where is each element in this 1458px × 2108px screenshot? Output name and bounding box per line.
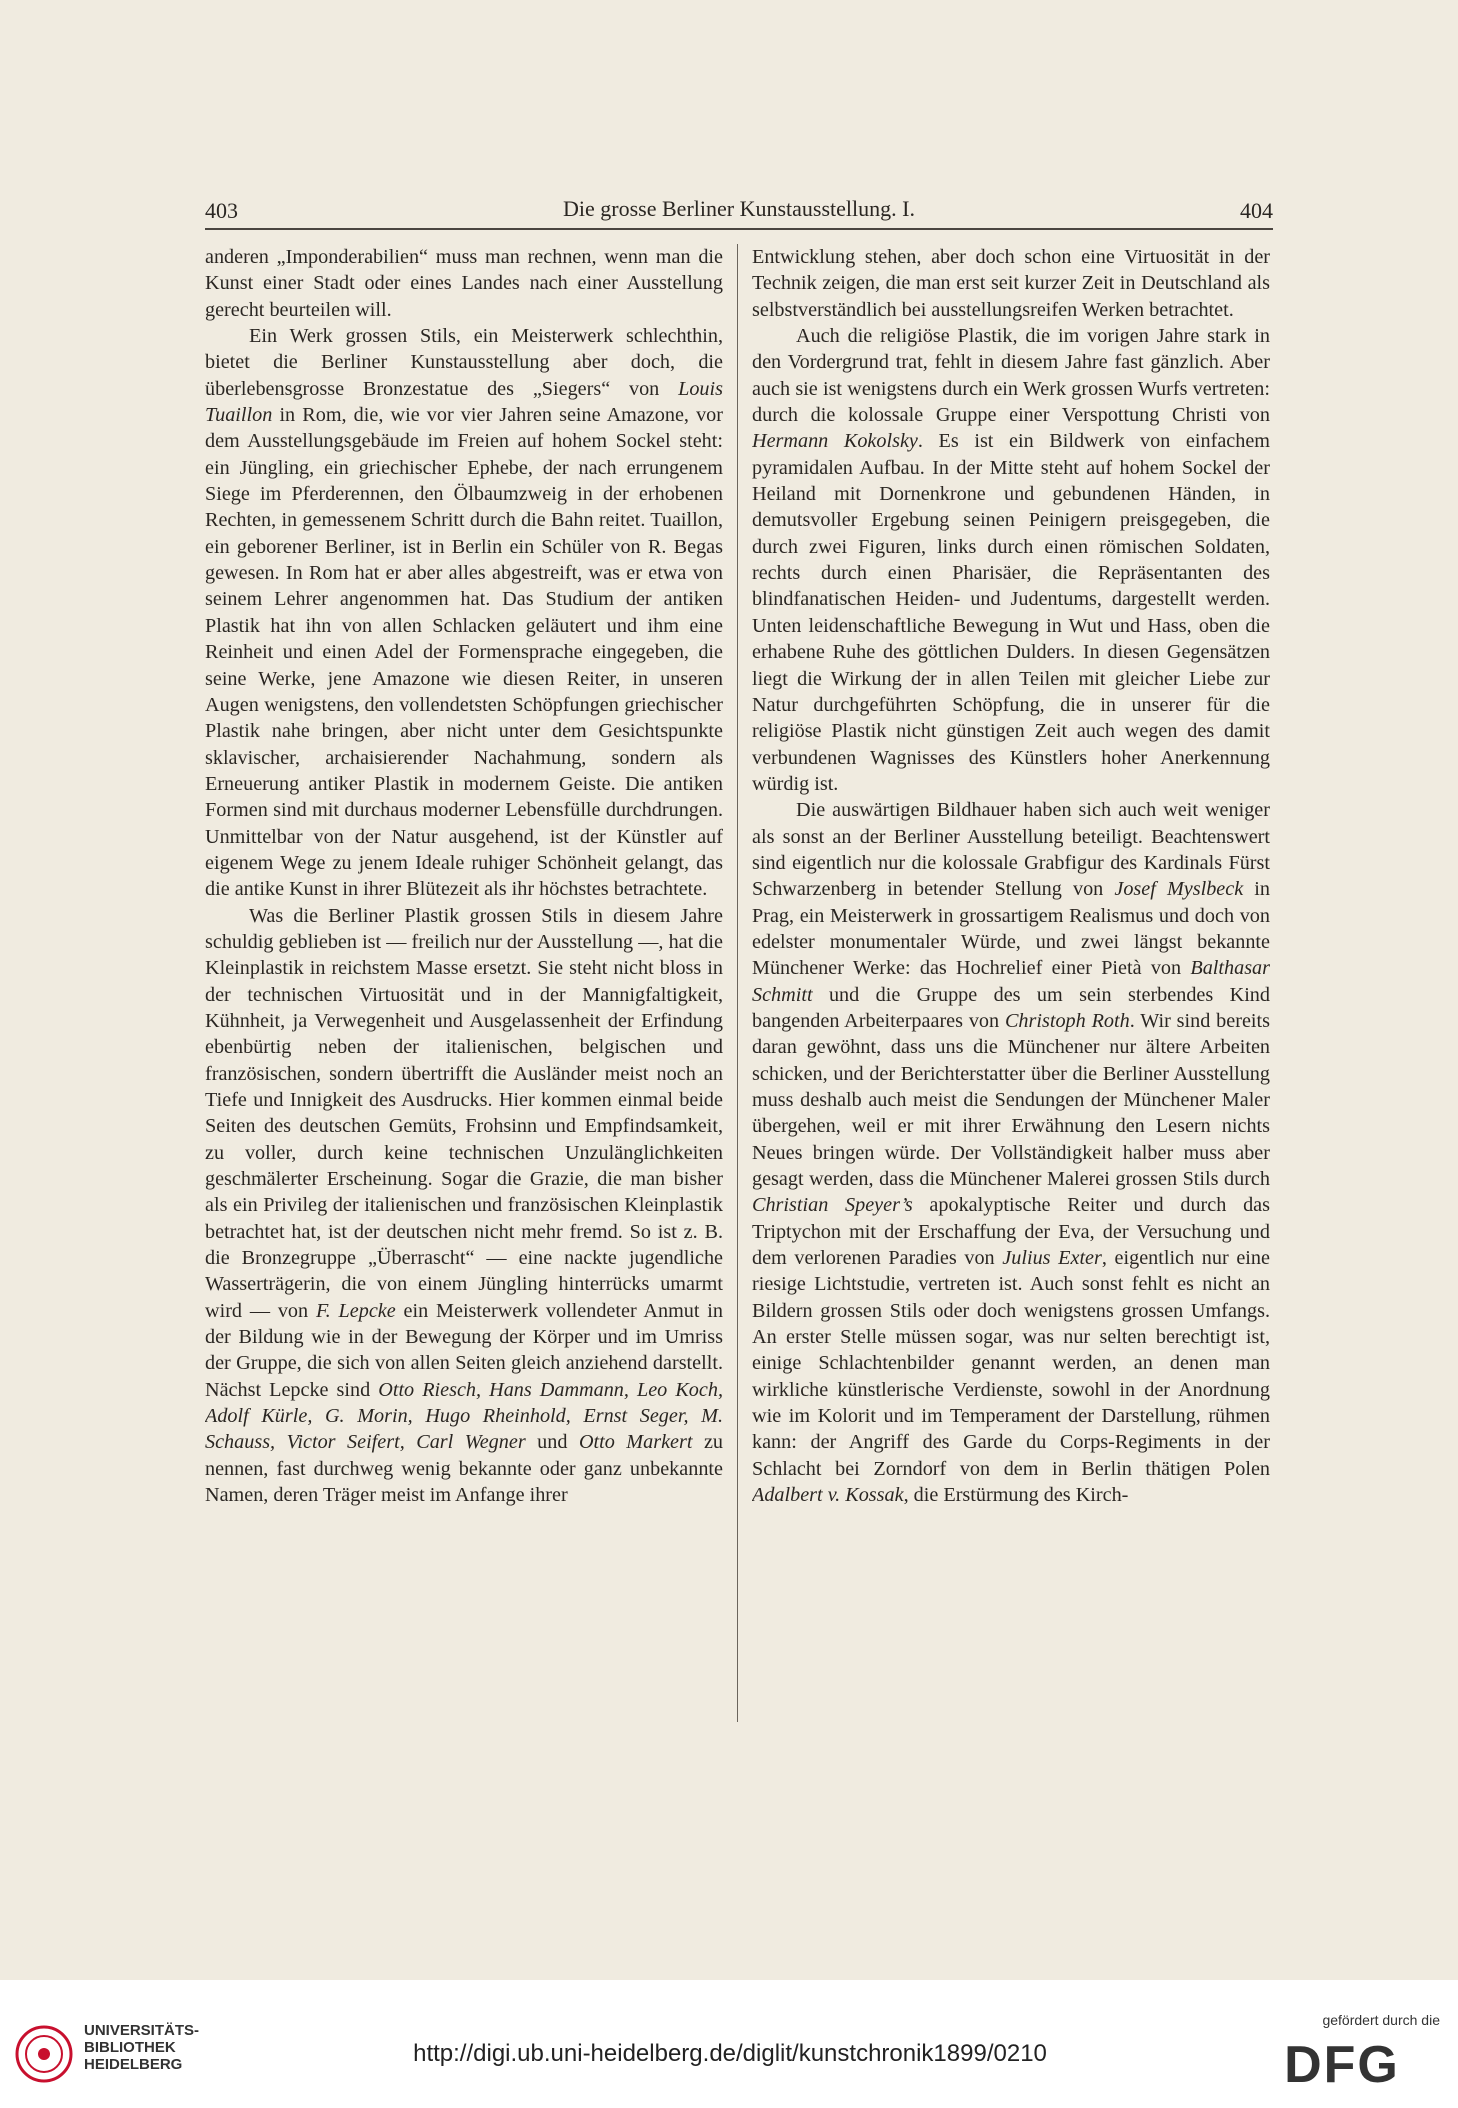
text-run: . Es ist ein Bildwerk von einfachem pyramidalen Aufbau. In der Mitte steht auf hohem Sockel der Heiland mit Dornenkrone und gebundenen Händen, in demutsvoller Ergebung seinen Peinigern preisgegeben, die durch zwei Figuren, links durch einen römischen Soldaten, rechts durch einen Pharisäer, die Repräsentanten des blindfanatischen Heiden- und Judentums, dargestellt werden. Unten leidenschaftliche Bewegung in Wut und Hass, oben die erhabene Ruhe des göttlichen Dulders. In diesen Gegensätzen liegt die Wirkung der in allen Teilen mit gleicher Liebe zur Natur durchgeführten Schöpfung, die in unserer für die religiöse Plastik nicht günstigen Zeit auch wegen des damit verbundenen Wagnisses des Künstlers hoher Anerkennung würdig ist. — [752, 430, 1270, 795]
italic-name: Otto Riesch, Hans Dammann, Leo Koch, Adolf Kürle, G. Morin, Hugo Rheinhold, Ernst Seger, M. Schauss, Victor Seifert, Carl Wegner — [205, 1378, 723, 1454]
paragraph — [752, 244, 1270, 323]
italic-name: Louis Tuaillon — [205, 377, 723, 427]
text-run: Was die Berliner Plastik grossen Stils in diesem Jahre schuldig geblieben ist — freilich nur der Ausstellung —, hat die Kleinplastik in reichstem Masse ersetzt. Sie steht nicht bloss in der technischen Virtuosität und in der Mannigfaltigkeit, Kühnheit, ja Verwegenheit und Ausgelassenheit der Erfindung ebenbürtig neben der italienischen, belgischen und französischen, sondern übertrifft die Ausländer meist noch an Tiefe und Innigkeit des Ausdrucks. Hier kommen einmal beide Seiten des deutschen Gemüts, Frohsinn und Empfindsamkeit, zu voller, durch keine technischen Unzulänglichkeiten geschmälerter Erscheinung. Sogar die Grazie, die man bisher als ein Privileg der italienischen und französischen Kleinplastik betrachtet hat, ist der deutschen nicht mehr fremd. So ist z. B. die Bronzegruppe „Überrascht“ — eine nackte jugendliche Wasserträgerin, die von einem Jüngling hinterrücks umarmt wird — von — [205, 904, 723, 1322]
text-run: Entwicklung stehen, aber doch schon eine Virtuosität in der Technik zeigen, die man erst seit kurzer Zeit in Deutschland als selbstverständlich bei ausstellungsreifen Werken betrachtet. — [752, 246, 1270, 321]
institution-line: BIBLIOTHEK — [84, 2039, 176, 2056]
italic-name: F. Lepcke — [315, 1299, 396, 1322]
italic-name: Balthasar Schmitt — [752, 957, 1270, 1006]
text-run: Auch die religiöse Plastik, die im vorigen Jahre stark in den Vordergrund trat, fehlt in diesem Jahre fast gänzlich. Aber auch sie ist wenigstens durch ein Werk grossen Wurfs vertreten: durch die kolossale Gruppe einer Verspottung Christi von — [752, 325, 1270, 427]
text-run: und — [525, 1431, 579, 1454]
text-run: , die Erstürmung des Kirch- — [903, 1484, 1129, 1507]
dfg-logo[interactable] — [1242, 2038, 1442, 2088]
left-column — [205, 244, 723, 1724]
paragraph — [205, 903, 723, 1509]
paragraph — [752, 797, 1270, 1508]
text-run: und die Gruppe des um sein sterbendes Kind bangenden Arbeiterpaares von — [752, 983, 1270, 1032]
right-column — [752, 244, 1270, 1724]
sponsor-logo-text: DFG — [1284, 2038, 1400, 2088]
text-run: Ein Werk grossen Stils, ein Meisterwerk schlechthin, bietet die Berliner Kunstausstellung aber doch, die überlebensgrosse Bronzestatue des „Siegers“ von — [205, 325, 723, 400]
page-number-right: 404 — [1240, 198, 1273, 223]
italic-name: Julius Exter — [1002, 1247, 1102, 1270]
italic-name: Christian Speyer’s — [752, 1194, 913, 1217]
italic-name: Otto Markert — [578, 1431, 693, 1454]
text-run: Die auswärtigen Bildhauer haben sich auch weit weniger als sonst an der Berliner Ausstellung beteiligt. Beachtenswert sind eigentlich nur die kolossale Grabfigur des Kardinals Fürst Schwarzenberg in betender Stellung von — [752, 799, 1270, 901]
page-header — [205, 192, 1273, 230]
text-run: anderen „Imponderabilien“ muss man rechnen, wenn man die Kunst einer Stadt oder eines Landes nach einer Ausstellung gerecht beurteilen will. — [205, 246, 723, 321]
permalink-url[interactable]: http://digi.ub.uni-heidelberg.de/diglit/kunstchronik1899/0210 — [413, 2040, 1047, 2067]
italic-name: Adalbert v. Kossak — [752, 1484, 904, 1507]
text-run: zu nennen, fast durchweg wenig bekannte oder ganz unbekannte Namen, deren Träger meist im Anfange ihrer — [205, 1431, 723, 1507]
institution-line: UNIVERSITÄTS- — [84, 2022, 200, 2039]
text-run: ein Meisterwerk vollendeter Anmut in der Bildung wie in der Bewegung der Körper und im Umriss der Gruppe, die sich von allen Seiten gleich anziehend darstellt. Nächst Lepcke sind — [205, 1299, 723, 1401]
text-run: . Wir sind bereits daran gewöhnt, dass uns die Münchener nur ältere Arbeiten schicken, und der Berichterstatter über die Berliner Ausstellung muss deshalb auch meist die Sendungen der Münchener Maler übergehen, weil er mit ihrer Erwähnung den Lesern nichts Neues bringen würde. Der Vollständigkeit halber muss aber gesagt werden, dass die Münchener Malerei grossen Stils durch — [752, 1009, 1270, 1191]
italic-name: Christoph Roth — [1004, 1009, 1130, 1032]
paragraph — [752, 323, 1270, 797]
text-run: in Prag, ein Meisterwerk in grossartigem Realismus und doch von edelster monumentaler Würde, und zwei längst bekannte Münchener Werke: das Hochrelief einer Pietà von — [752, 878, 1270, 980]
text-run: apokalyptische Reiter und durch das Triptychon mit der Erschaffung der Eva, der Versuchung und dem verlorenen Paradies von — [752, 1194, 1270, 1270]
column-divider — [737, 244, 738, 1722]
institution-name[interactable] — [84, 2022, 199, 2073]
sponsor-caption: gefördert durch die — [1322, 2012, 1440, 2028]
running-title: Die grosse Berliner Kunstausstellung. I. — [563, 196, 915, 221]
text-run: , eigentlich nur eine riesige Lichtstudie, vertreten ist. Auch sonst fehlt es nicht an Bildern grossen Stils oder doch wenigstens grossen Umfangs. An erster Stelle müssen sogar, was nur selten berechtigt ist, einige Schlachtenbilder genannt werden, an denen man wirkliche künstlerische Verdienste, sowohl in der Anordnung wie im Kolorit und im Temperament der Darstellung, rühmen kann: der Angriff des Garde du Corps-Regiments in der Schlacht bei Zorndorf von dem in Berlin thätigen Polen — [752, 1247, 1270, 1480]
university-seal-icon[interactable] — [14, 2024, 74, 2084]
italic-name: Hermann Kokolsky — [752, 430, 918, 453]
paragraph — [205, 244, 723, 323]
italic-name: Josef Myslbeck — [1114, 878, 1244, 901]
viewer-footer — [0, 1980, 1458, 2108]
page-number-left: 403 — [205, 198, 238, 223]
institution-line: HEIDELBERG — [84, 2056, 183, 2073]
paragraph — [205, 323, 723, 903]
text-run: in Rom, die, wie vor vier Jahren seine Amazone, vor dem Ausstellungsgebäude im Freien auf hohem Sockel steht: ein Jüngling, ein griechischer Ephebe, der nach errungenem Siege im Pferderennen, den Ölbaumzweig in der erhobenen Rechten, in gemessenem Schritt durch die Bahn reitet. Tuaillon, ein geborener Berliner, ist in Berlin ein Schüler von R. Begas gewesen. In Rom hat er aber alles abgestreift, was er etwa von seinem Lehrer angenommen hat. Das Studium der antiken Plastik hat ihn von allen Schlacken geläutert und ihm eine Reinheit und einen Adel der Formensprache eingegeben, die seine Werke, jene Amazone wie diesen Reiter, in unseren Augen wenigstens, den vollendetsten Schöpfungen griechischer Plastik nahe bringen, aber nicht unter dem Gesichtspunkte sklavischer, archaisierender Nachahmung, sondern als Erneuerung antiker Plastik in modernem Geiste. Die antiken Formen sind mit durchaus moderner Lebensfülle durchdrungen. Unmittelbar von der Natur ausgehend, ist der Künstler auf eigenem Wege zu jenem Ideale ruhiger Schönheit gelangt, das die antike Kunst in ihrer Blütezeit als ihr höchstes betrachtete. — [205, 404, 723, 901]
